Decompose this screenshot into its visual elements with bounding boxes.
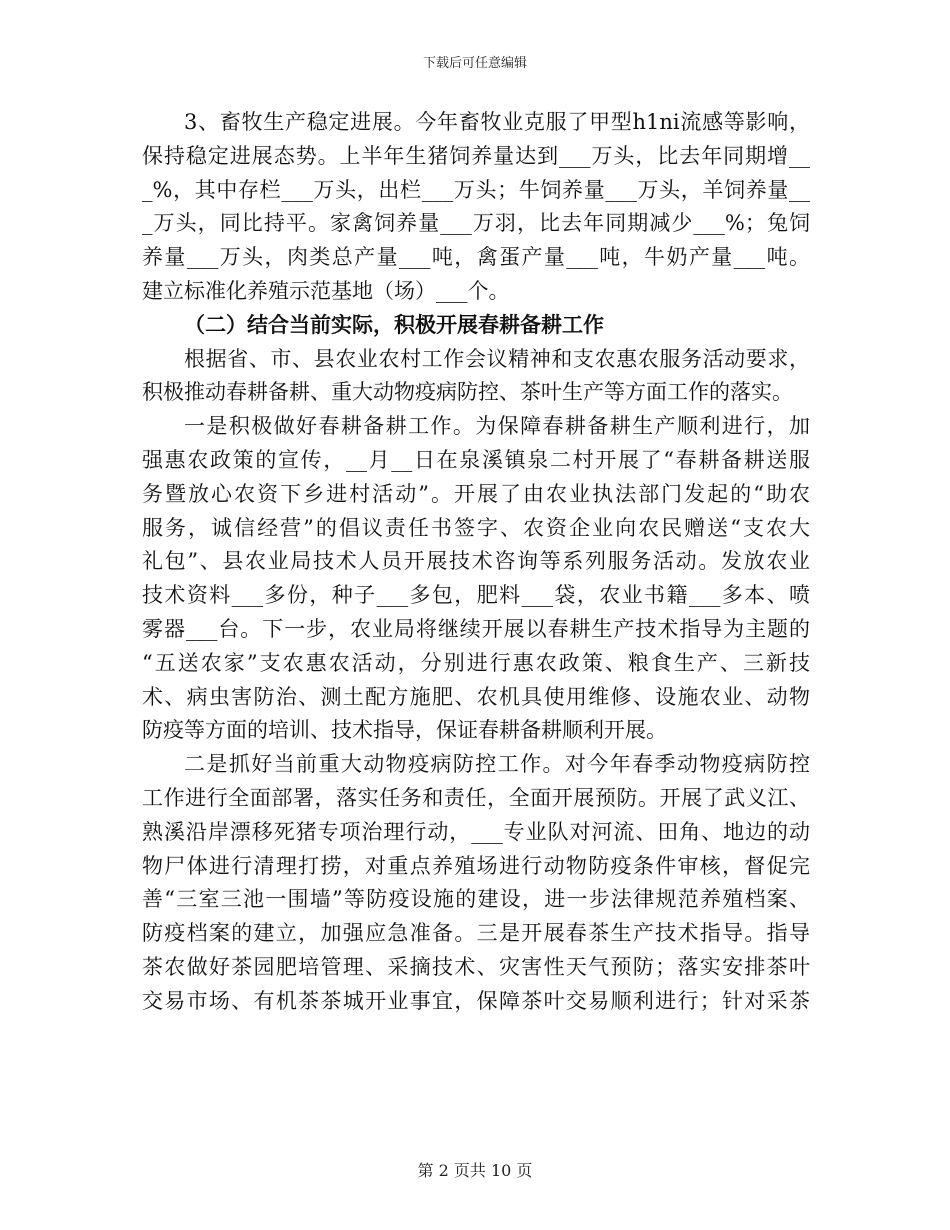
paragraph-line: “五送农家”支农惠农活动，分别进行惠农政策、粮食生产、三新技 (142, 650, 810, 675)
paragraph-line: 一是积极做好春耕备耕工作。为保障春耕备耕生产顺利进行，加 (184, 414, 810, 439)
page-footer: 第 2 页共 10 页 (417, 1161, 533, 1180)
paragraph-line: 术、病虫害防治、测土配方施肥、农机具使用维修、设施农业、动物 (142, 684, 810, 709)
paragraph-line: 雾器___台。下一步，农业局将继续开展以春耕生产技术指导为主题的 (142, 616, 810, 641)
paragraph-line: 强惠农政策的宣传，__月__日在泉溪镇泉二村开展了“春耕备耕送服 (142, 447, 810, 472)
paragraph-line: 根据省、市、县农业农村工作会议精神和支农惠农服务活动要求， (184, 346, 810, 371)
page-header: 下载后可任意编辑 (422, 56, 527, 71)
paragraph-line: 服务，诚信经营”的倡议责任书签字、农资企业向农民赠送“支农大 (142, 515, 810, 540)
paragraph-line: 礼包”、县农业局技术人员开展技术咨询等系列服务活动。发放农业 (142, 549, 810, 574)
paragraph-line: 善“三室三池一围墙”等防疫设施的建设，进一步法律规范养殖档案、 (142, 887, 810, 912)
paragraph-line: 防疫等方面的培训、技术指导，保证春耕备耕顺利开展。 (142, 718, 667, 743)
paragraph-line: 保持稳定进展态势。上半年生猪饲养量达到___万头，比去年同期增__ (142, 143, 810, 168)
paragraph-line: 二是抓好当前重大动物疫病防控工作。对今年春季动物疫病防控 (184, 752, 810, 777)
paragraph-line: 建立标准化养殖示范基地（场）___个。 (142, 278, 510, 303)
paragraph-line: 3、畜牧生产稳定进展。今年畜牧业克服了甲型h1ni流感等影响， (184, 110, 810, 134)
section-heading: （二）结合当前实际，积极开展春耕备耕工作 (184, 312, 604, 337)
paragraph-line: 防疫档案的建立，加强应急准备。三是开展春茶生产技术指导。指导 (142, 921, 810, 946)
paragraph-line: 养量___万头，肉类总产量___吨，禽蛋产量___吨，牛奶产量___吨。 (142, 245, 810, 270)
paragraph-line: 工作进行全面部署，落实任务和责任，全面开展预防。开展了武义江、 (142, 785, 810, 810)
paragraph-line: 物尸体进行清理打捞，对重点养殖场进行动物防疫条件审核，督促完 (142, 853, 810, 878)
paragraph-line: 务暨放心农资下乡进村活动”。开展了由农业执法部门发起的“助农 (142, 481, 810, 506)
paragraph-line: 茶农做好茶园肥培管理、采摘技术、灾害性天气预防；落实安排茶叶 (142, 954, 810, 979)
paragraph-line: _%，其中存栏___万头，出栏___万头；牛饲养量___万头，羊饲养量__ (142, 177, 810, 202)
paragraph-line: _万头，同比持平。家禽饲养量___万羽，比去年同期减少___%；兔饲 (142, 211, 810, 236)
paragraph-line: 积极推动春耕备耕、重大动物疫病防控、茶叶生产等方面工作的落实。 (142, 380, 793, 405)
paragraph-line: 技术资料___多份，种子___多包，肥料___袋，农业书籍___多本、喷 (142, 583, 810, 608)
paragraph-line: 熟溪沿岸漂移死猪专项治理行动，___专业队对河流、田角、地边的动 (142, 819, 810, 844)
document-body (142, 106, 810, 1019)
paragraph-line: 交易市场、有机茶茶城开业事宜，保障茶叶交易顺利进行；针对采茶 (142, 988, 810, 1013)
